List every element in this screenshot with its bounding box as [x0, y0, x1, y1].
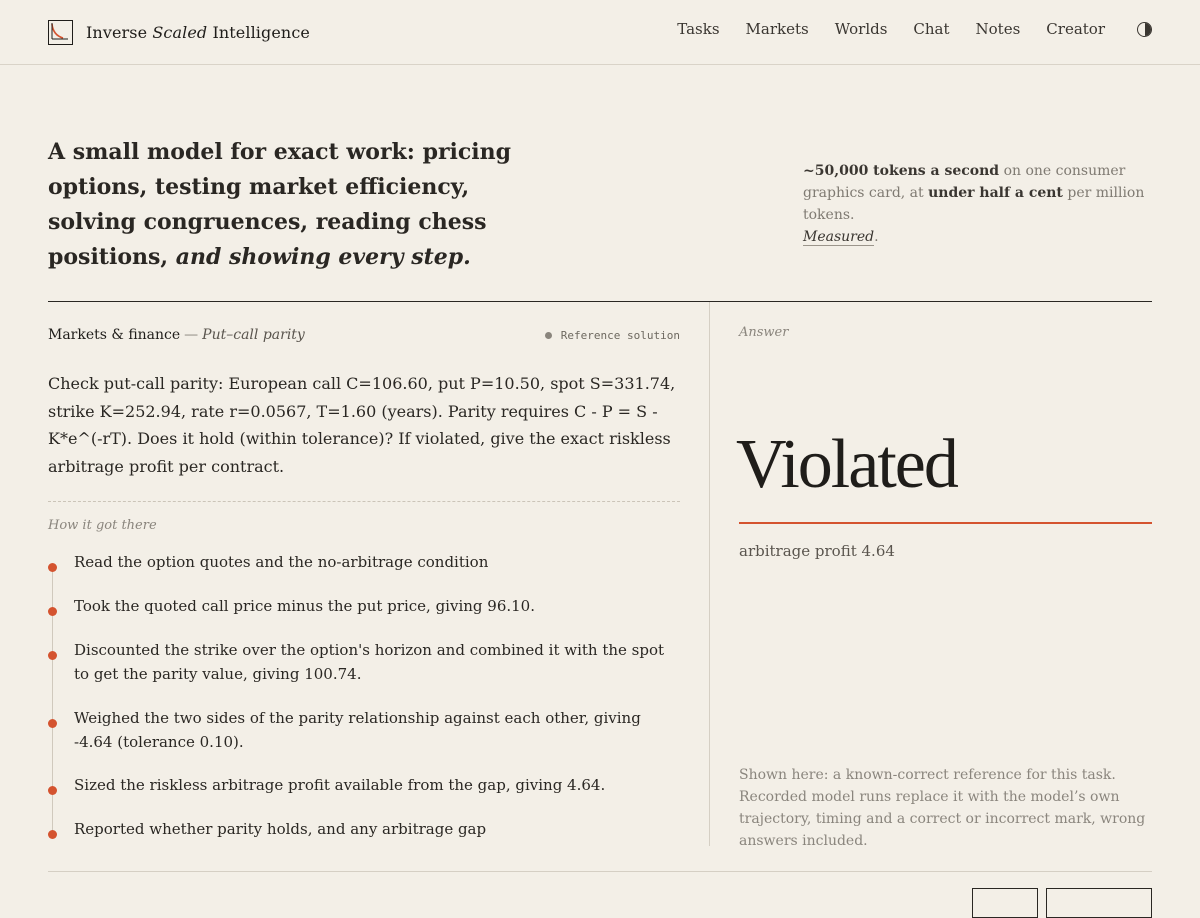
- nav-markets[interactable]: Markets: [745, 20, 809, 38]
- answer-detail: arbitrage profit 4.64: [739, 542, 895, 560]
- primary-button[interactable]: [1046, 888, 1152, 918]
- answer-label: Answer: [739, 325, 789, 340]
- nav-worlds[interactable]: Worlds: [834, 20, 888, 38]
- bullet-icon: [48, 786, 57, 795]
- bullet-icon: [48, 830, 57, 839]
- nav-tasks[interactable]: Tasks: [677, 20, 720, 38]
- task-prompt: Check put-call parity: European call C=106.60, put P=10.50, spot S=331.74, strike K=252.94, rate r=0.0567, T=1.60 (years). Parity requires C - P = S - K*e^(-rT). Does it hold (within tolerance)? If violated, give the exact riskless arbitrage profit per contract.: [48, 374, 676, 476]
- logo-icon: [48, 20, 73, 45]
- bullet-icon: [48, 719, 57, 728]
- nav-creator[interactable]: Creator: [1046, 20, 1105, 38]
- panel-top-rule: [48, 301, 1152, 302]
- task-subcategory: Put–call parity: [202, 327, 305, 343]
- status-dot-icon: [545, 332, 552, 339]
- bullet-icon: [48, 651, 57, 660]
- answer-verdict: Violated: [736, 426, 957, 503]
- main-nav: [651, 20, 1152, 38]
- measured-link[interactable]: Measured: [803, 229, 875, 245]
- secondary-button[interactable]: [972, 888, 1038, 918]
- column-divider: [709, 302, 710, 846]
- nav-notes[interactable]: Notes: [975, 20, 1021, 38]
- bullet-icon: [48, 607, 57, 616]
- answer-rule: [739, 522, 1152, 524]
- bullet-icon: [48, 563, 57, 572]
- top-navigation-bar: [0, 0, 1200, 65]
- task-category: Markets & finance: [48, 327, 181, 343]
- divider: [48, 501, 680, 502]
- contrast-icon[interactable]: [1137, 22, 1152, 37]
- brand-name: Inverse Scaled Intelligence: [86, 22, 310, 42]
- nav-chat[interactable]: Chat: [913, 20, 950, 38]
- steps-label: How it got there: [48, 518, 157, 533]
- hero-title: A small model for exact work: pricing options, testing market efficiency, solving congruences, reading chess positions, and showing every step.: [48, 139, 512, 270]
- bottom-rule: [48, 871, 1152, 872]
- answer-note: Shown here: a known-correct reference for this task. Recorded model runs replace it with the model’s own trajectory, timing and a correct or incorrect mark, wrong answers included.: [739, 767, 1146, 849]
- brand[interactable]: [48, 18, 310, 46]
- hero-side-note: ~50,000 tokens a second on one consumer graphics card, at under half a cent per million tokens. Measured.: [803, 163, 1145, 245]
- reference-badge: Reference solution: [545, 329, 680, 342]
- task-header: Markets & finance — Put–call parity Reference solution: [48, 327, 680, 343]
